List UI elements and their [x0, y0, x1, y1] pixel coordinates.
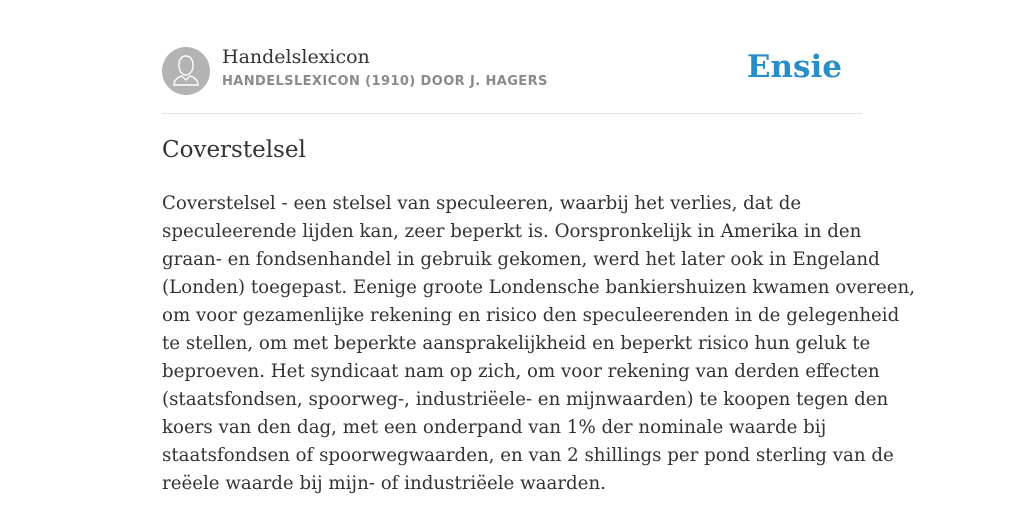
entry-title: Coverstelsel: [162, 137, 306, 163]
entry-body-line: (Londen) toegepast. Eenige groote Londensche bankiershuizen kwamen overeen,: [162, 277, 915, 298]
header-divider: [162, 113, 862, 114]
entry-body-line: (staatsfondsen, spoorweg-, industriëele- en mijnwaarden) te koopen tegen den: [162, 389, 889, 410]
entry-body-line: reëele waarde bij mijn- of industriëele waarden.: [162, 473, 606, 494]
entry-body-line: graan- en fondsenhandel in gebruik gekomen, werd het later ook in Engeland: [162, 249, 880, 270]
entry-body: [162, 190, 915, 498]
entry-body-line: staatsfondsen of spoorwegwaarden, en van 2 shillings per pond sterling van de: [162, 445, 894, 466]
brand-logo-link[interactable]: Ensie: [746, 49, 842, 85]
entry-body-line: Coverstelsel - een stelsel van speculeeren, waarbij het verlies, dat de: [162, 193, 802, 214]
header: [162, 45, 862, 97]
user-silhouette-icon: [162, 47, 210, 95]
avatar[interactable]: [162, 47, 210, 95]
entry-body-line: te stellen, om met beperkte aansprakelijkheid en beperkt risico hun geluk te: [162, 333, 871, 354]
entry-body-line: beproeven. Het syndicaat nam op zich, om voor rekening van derden effecten: [162, 361, 880, 382]
source-subtitle[interactable]: HANDELSLEXICON (1910) DOOR J. HAGERS: [222, 74, 548, 89]
source-title[interactable]: Handelslexicon: [222, 46, 370, 68]
entry-body-line: om voor gezamenlijke rekening en risico den speculeerenden in de gelegenheid: [162, 305, 900, 326]
entry-body-line: koers van den dag, met een onderpand van 1% der nominale waarde bij: [162, 417, 827, 438]
entry-body-line: speculeerende lijden kan, zeer beperkt is. Oorspronkelijk in Amerika in den: [162, 221, 862, 242]
